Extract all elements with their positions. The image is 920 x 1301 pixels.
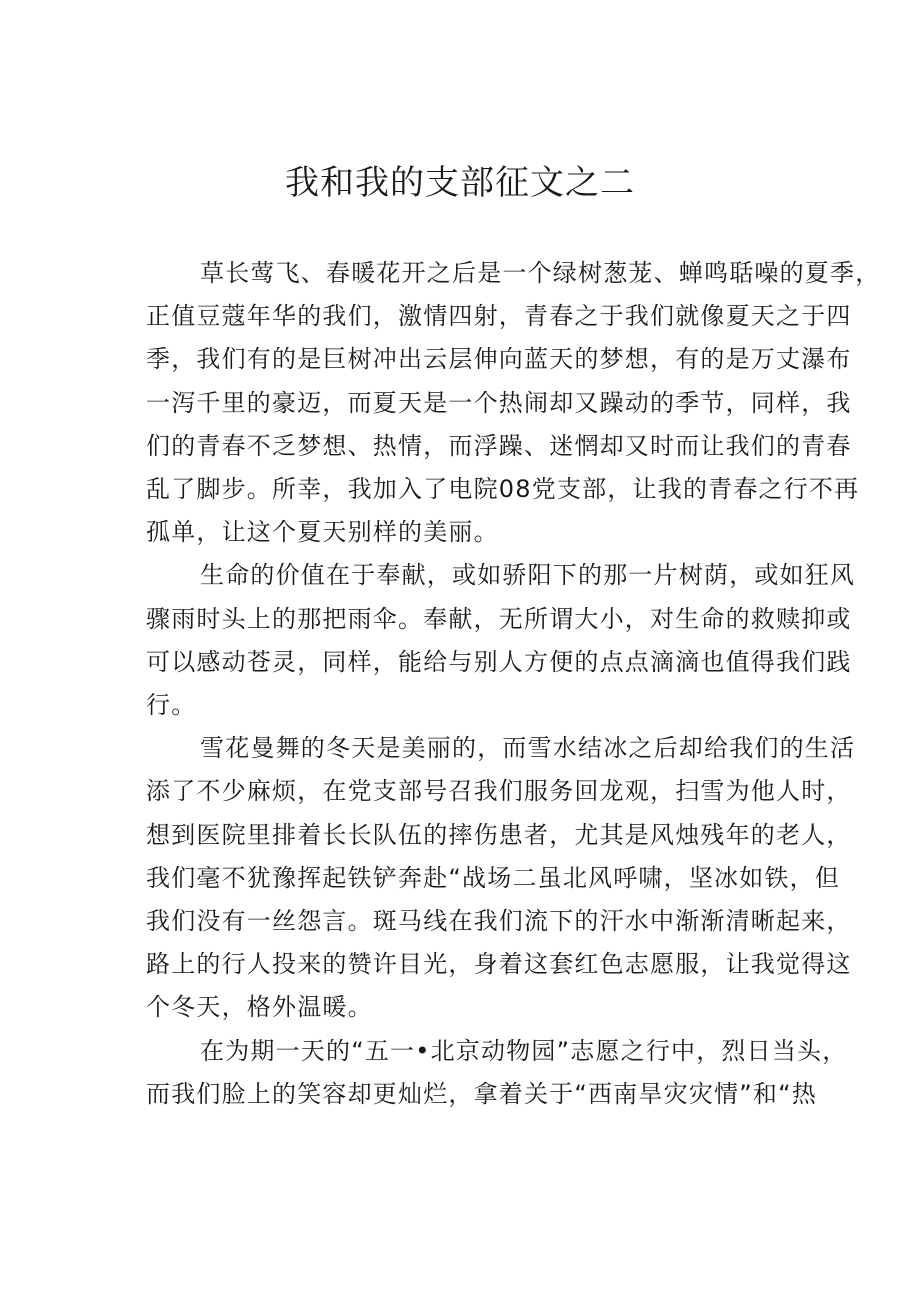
- paragraph-line: 可以感动苍灵，同样，能给与别人方便的点点滴滴也值得我们践: [146, 647, 852, 676]
- paragraph-3: [146, 727, 856, 1029]
- paragraph-4: [146, 1030, 848, 1116]
- paragraph-line: 一泻千里的豪迈，而夏天是一个热闹却又躁动的季节，同样，我: [146, 388, 852, 417]
- body-text: [146, 252, 881, 1116]
- paragraph-line: 想到医院里排着长长队伍的摔伤患者，尤其是风烛残年的老人，: [146, 820, 852, 849]
- paragraph-line: 孤单，让这个夏天别样的美丽。: [146, 518, 499, 547]
- paragraph-line: 正值豆蔻年华的我们，激情四射，青春之于我们就像夏天之于四: [146, 302, 852, 331]
- paragraph-line: 生命的价值在于奉献，或如骄阳下的那一片树荫，或如狂风: [200, 561, 856, 590]
- paragraph-line: 在为期一天的“五一•北京动物园”志愿之行中，烈日当头，: [200, 1036, 848, 1065]
- paragraph-line: 我们毫不犹豫挥起铁铲奔赴“战场二虽北风呼啸，坚冰如铁，但: [146, 863, 841, 892]
- paragraph-line: 乱了脚步。所幸，我加入了电院08党支部，让我的青春之行不再: [146, 475, 860, 504]
- paragraph-1: [146, 252, 881, 554]
- paragraph-line: 个冬天，格外温暖。: [146, 993, 373, 1022]
- paragraph-2: [146, 554, 856, 727]
- paragraph-line: 行。: [146, 691, 197, 720]
- paragraph-line: 路上的行人投来的赞许目光，身着这套红色志愿服，让我觉得这: [146, 950, 852, 979]
- paragraph-line: 骤雨时头上的那把雨伞。奉献，无所谓大小，对生命的救赎抑或: [146, 604, 852, 633]
- paragraph-line: 雪花曼舞的冬天是美丽的，而雪水结冰之后却给我们的生活: [200, 734, 856, 763]
- paragraph-line: 而我们脸上的笑容却更灿烂，拿着关于“西南旱灾灾情”和“热: [146, 1079, 817, 1108]
- paragraph-line: 添了不少麻烦，在党支部号召我们服务回龙观，扫雪为他人时，: [146, 777, 852, 806]
- paragraph-line: 季，我们有的是巨树冲出云层伸向蓝天的梦想，有的是万丈瀑布: [146, 345, 852, 374]
- paragraph-line: 草长莺飞、春暖花开之后是一个绿树葱茏、蝉鸣聒噪的夏季，: [200, 259, 881, 287]
- paragraph-line: 我们没有一丝怨言。斑马线在我们流下的汗水中渐渐清晰起来，: [146, 907, 852, 936]
- page-title: 我和我的支部征文之二: [285, 163, 635, 203]
- paragraph-line: 们的青春不乏梦想、热情，而浮躁、迷惘却又时而让我们的青春: [146, 431, 852, 460]
